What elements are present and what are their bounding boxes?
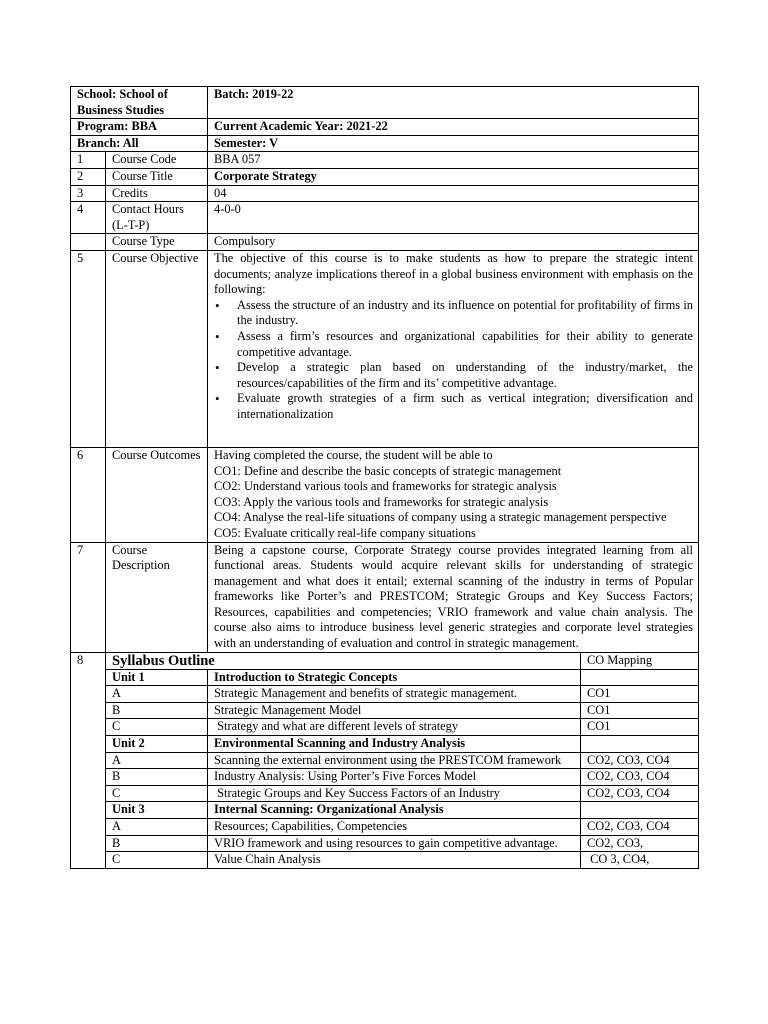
unit-title: Internal Scanning: Organizational Analysis	[208, 802, 581, 819]
unit-title: Introduction to Strategic Concepts	[208, 669, 581, 686]
objective-bullet: • Assess a firm’s resources and organizational capabilities for their ability to generate competitive advantage.	[237, 329, 693, 360]
topic-id: A	[106, 686, 208, 703]
unit-row	[71, 736, 699, 753]
course-details-table	[70, 86, 699, 869]
topic-row	[71, 785, 699, 802]
row-label: Contact Hours (L-T-P)	[106, 202, 208, 234]
row-number	[71, 234, 106, 251]
topic-row	[71, 702, 699, 719]
credits-value: 04	[208, 185, 699, 202]
header-row-program	[71, 119, 699, 136]
topic-id: B	[106, 769, 208, 786]
topic-id: C	[106, 852, 208, 869]
unit-co-empty	[581, 669, 699, 686]
topic-row	[71, 686, 699, 703]
topic-co: CO 3, CO4,	[581, 852, 699, 869]
row-number: 1	[71, 152, 106, 169]
topic-co: CO2, CO3, CO4	[581, 769, 699, 786]
program-label: Program: BBA	[71, 119, 208, 136]
row-course-description	[71, 542, 699, 652]
topic-row	[71, 752, 699, 769]
topic-text: Strategic Management Model	[208, 702, 581, 719]
co-mapping-header: CO Mapping	[581, 652, 699, 669]
topic-co: CO1	[581, 719, 699, 736]
outcome-line: CO2: Understand various tools and frameworks for strategic analysis	[214, 479, 557, 494]
outcome-line: CO4: Analyse the real-life situations of company using a strategic management perspective	[214, 510, 667, 525]
topic-co: CO1	[581, 702, 699, 719]
topic-text: Value Chain Analysis	[208, 852, 581, 869]
topic-co: CO2, CO3,	[581, 835, 699, 852]
topic-row	[71, 819, 699, 836]
topic-co: CO2, CO3, CO4	[581, 785, 699, 802]
course-outcomes-cell	[208, 447, 699, 542]
course-code-value: BBA 057	[208, 152, 699, 169]
row-course-outcomes	[71, 447, 699, 542]
objective-bullet: • Assess the structure of an industry and its influence on potential for profitability of firms in the industry.	[237, 298, 693, 329]
outcome-line: CO5: Evaluate critically real-life company situations	[214, 525, 476, 540]
topic-text: Scanning the external environment using the PRESTCOM framework	[208, 752, 581, 769]
topic-row	[71, 852, 699, 869]
row-label: Course Type	[106, 234, 208, 251]
topic-id: B	[106, 835, 208, 852]
school-label: School: School of Business Studies	[71, 87, 208, 119]
topic-co: CO1	[581, 686, 699, 703]
unit-title: Environmental Scanning and Industry Analysis	[208, 736, 581, 753]
row-number: 6	[71, 447, 106, 542]
row-label: Course Description	[106, 542, 208, 652]
objective-list	[214, 298, 693, 423]
topic-id: B	[106, 702, 208, 719]
row-number: 2	[71, 168, 106, 185]
topic-id: C	[106, 785, 208, 802]
topic-id: A	[106, 752, 208, 769]
topic-text: Strategy and what are different levels of strategy	[208, 719, 581, 736]
topic-text: Strategic Management and benefits of strategic management.	[208, 686, 581, 703]
row-course-objective	[71, 250, 699, 447]
unit-row	[71, 669, 699, 686]
row-label: Course Objective	[106, 250, 208, 447]
topic-text: Strategic Groups and Key Success Factors of an Industry	[208, 785, 581, 802]
row-label: Course Outcomes	[106, 447, 208, 542]
topic-row	[71, 719, 699, 736]
course-document	[70, 86, 698, 869]
topic-row	[71, 835, 699, 852]
row-number: 7	[71, 542, 106, 652]
course-description-text: Being a capstone course, Corporate Strategy course provides integrated learning from all functional areas. Students would acquire relevant skills for understanding of strategic management and what does it entail; external scanning of the industry in terms of Popular frameworks like Porter’s and PRESTCOM; Strategic Groups and Key Success Factors; Resources, capabilities and competencies; VRIO framework and value chain analysis. The course also aims to introduce business level generic strategies and corporate level strategies with an understanding of evaluation and control in strategic management.	[208, 542, 699, 652]
course-type-value: Compulsory	[208, 234, 699, 251]
row-course-code	[71, 152, 699, 169]
unit-label: Unit 1	[106, 669, 208, 686]
outcome-line: CO3: Apply the various tools and frameworks for strategic analysis	[214, 494, 549, 509]
course-objective-cell	[208, 250, 699, 447]
row-number: 5	[71, 250, 106, 447]
batch-label: Batch: 2019-22	[208, 87, 699, 119]
row-course-title	[71, 168, 699, 185]
topic-text: Resources; Capabilities, Competencies	[208, 819, 581, 836]
unit-co-empty	[581, 802, 699, 819]
topic-id: A	[106, 819, 208, 836]
topic-co: CO2, CO3, CO4	[581, 752, 699, 769]
row-syllabus-header	[71, 652, 699, 669]
row-contact-hours	[71, 202, 699, 234]
topic-text: Industry Analysis: Using Porter’s Five Forces Model	[208, 769, 581, 786]
academic-year-label: Current Academic Year: 2021-22	[208, 119, 699, 136]
contact-hours-value: 4-0-0	[208, 202, 699, 234]
outcome-line: CO1: Define and describe the basic concepts of strategic management	[214, 463, 562, 478]
objective-bullet: • Develop a strategic plan based on understanding of the industry/market, the resources/capabilities of the firm and its’ competitive advantage.	[237, 360, 693, 391]
topic-co: CO2, CO3, CO4	[581, 819, 699, 836]
objective-bullet: • Evaluate growth strategies of a firm such as vertical integration; diversification and internationalization	[237, 391, 693, 422]
unit-label: Unit 2	[106, 736, 208, 753]
course-title-value: Corporate Strategy	[208, 168, 699, 185]
row-credits	[71, 185, 699, 202]
syllabus-title: Syllabus Outline	[106, 652, 581, 669]
semester-label: Semester: V	[208, 135, 699, 152]
row-number: 8	[71, 652, 106, 868]
unit-label: Unit 3	[106, 802, 208, 819]
branch-label: Branch: All	[71, 135, 208, 152]
header-row-branch	[71, 135, 699, 152]
row-number: 4	[71, 202, 106, 234]
row-number: 3	[71, 185, 106, 202]
outcome-line: Having completed the course, the student will be able to	[214, 447, 493, 462]
row-label: Credits	[106, 185, 208, 202]
objective-intro: The objective of this course is to make students as how to prepare the strategic intent documents; analyze implications thereof in a global business environment with emphasis on the following:	[214, 250, 693, 297]
topic-row	[71, 769, 699, 786]
row-label: Course Title	[106, 168, 208, 185]
topic-id: C	[106, 719, 208, 736]
header-row-school	[71, 87, 699, 119]
unit-co-empty	[581, 736, 699, 753]
row-course-type	[71, 234, 699, 251]
row-label: Course Code	[106, 152, 208, 169]
topic-text: VRIO framework and using resources to gain competitive advantage.	[208, 835, 581, 852]
unit-row	[71, 802, 699, 819]
